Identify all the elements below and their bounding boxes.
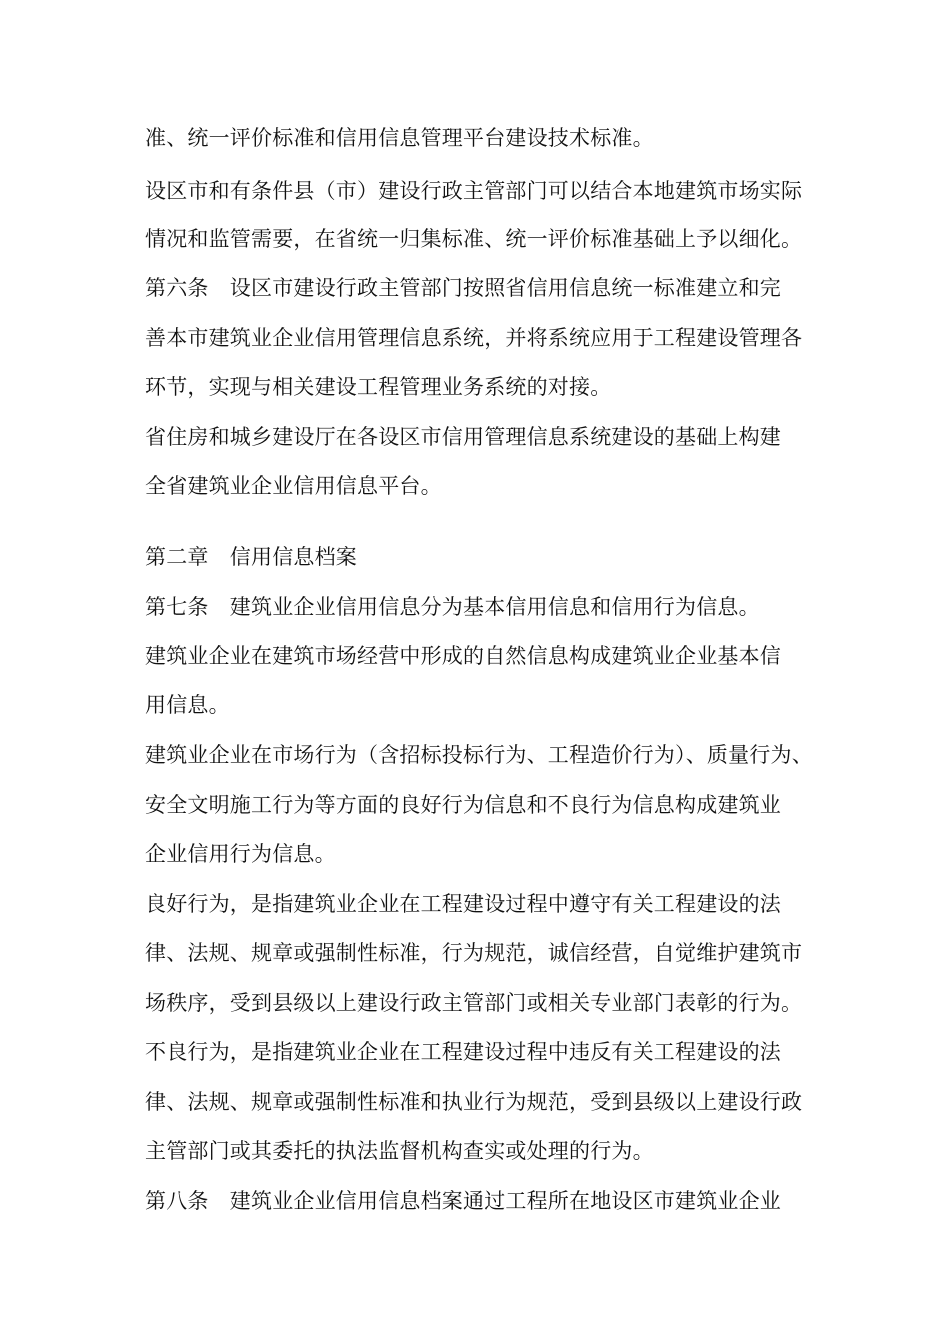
text-line: 场秩序，受到县级以上建设行政主管部门或相关专业部门表彰的行为。 — [145, 991, 803, 1015]
text-line: 律、法规、规章或强制性标准和执业行为规范，受到县级以上建设行政 — [145, 1090, 803, 1114]
text-line: 准、统一评价标准和信用信息管理平台建设技术标准。 — [145, 126, 654, 150]
chapter-2-heading: 第二章 信用信息档案 — [145, 545, 357, 569]
text-line: 省住房和城乡建设厅在各设区市信用管理信息系统建设的基础上构建 — [145, 425, 781, 449]
text-line: 主管部门或其委托的执法监督机构查实或处理的行为。 — [145, 1139, 654, 1163]
text-line: 企业信用行为信息。 — [145, 842, 336, 866]
text-line: 设区市和有条件县（市）建设行政主管部门可以结合本地建筑市场实际 — [145, 179, 803, 203]
text-line: 不良行为，是指建筑业企业在工程建设过程中违反有关工程建设的法 — [145, 1040, 781, 1064]
text-line: 全省建筑业企业信用信息平台。 — [145, 474, 442, 498]
article-7-heading-line: 第七条 建筑业企业信用信息分为基本信用信息和信用行为信息。 — [145, 595, 760, 619]
text-line: 良好行为，是指建筑业企业在工程建设过程中遵守有关工程建设的法 — [145, 892, 781, 916]
text-line: 环节，实现与相关建设工程管理业务系统的对接。 — [145, 375, 612, 399]
text-line: 安全文明施工行为等方面的良好行为信息和不良行为信息构成建筑业 — [145, 793, 781, 817]
text-line: 律、法规、规章或强制性标准，行为规范，诚信经营，自觉维护建筑市 — [145, 941, 803, 965]
article-8-heading-line: 第八条 建筑业企业信用信息档案通过工程所在地设区市建筑业企业 — [145, 1189, 781, 1213]
text-line: 善本市建筑业企业信用管理信息系统，并将系统应用于工程建设管理各 — [145, 326, 803, 350]
article-6-heading-line: 第六条 设区市建设行政主管部门按照省信用信息统一标准建立和完 — [145, 276, 781, 300]
text-line: 情况和监管需要，在省统一归集标准、统一评价标准基础上予以细化。 — [145, 227, 803, 251]
text-line: 用信息。 — [145, 693, 230, 717]
text-line: 建筑业企业在市场行为（含招标投标行为、工程造价行为）、质量行为、 — [145, 743, 813, 767]
text-line: 建筑业企业在建筑市场经营中形成的自然信息构成建筑业企业基本信 — [145, 644, 781, 668]
